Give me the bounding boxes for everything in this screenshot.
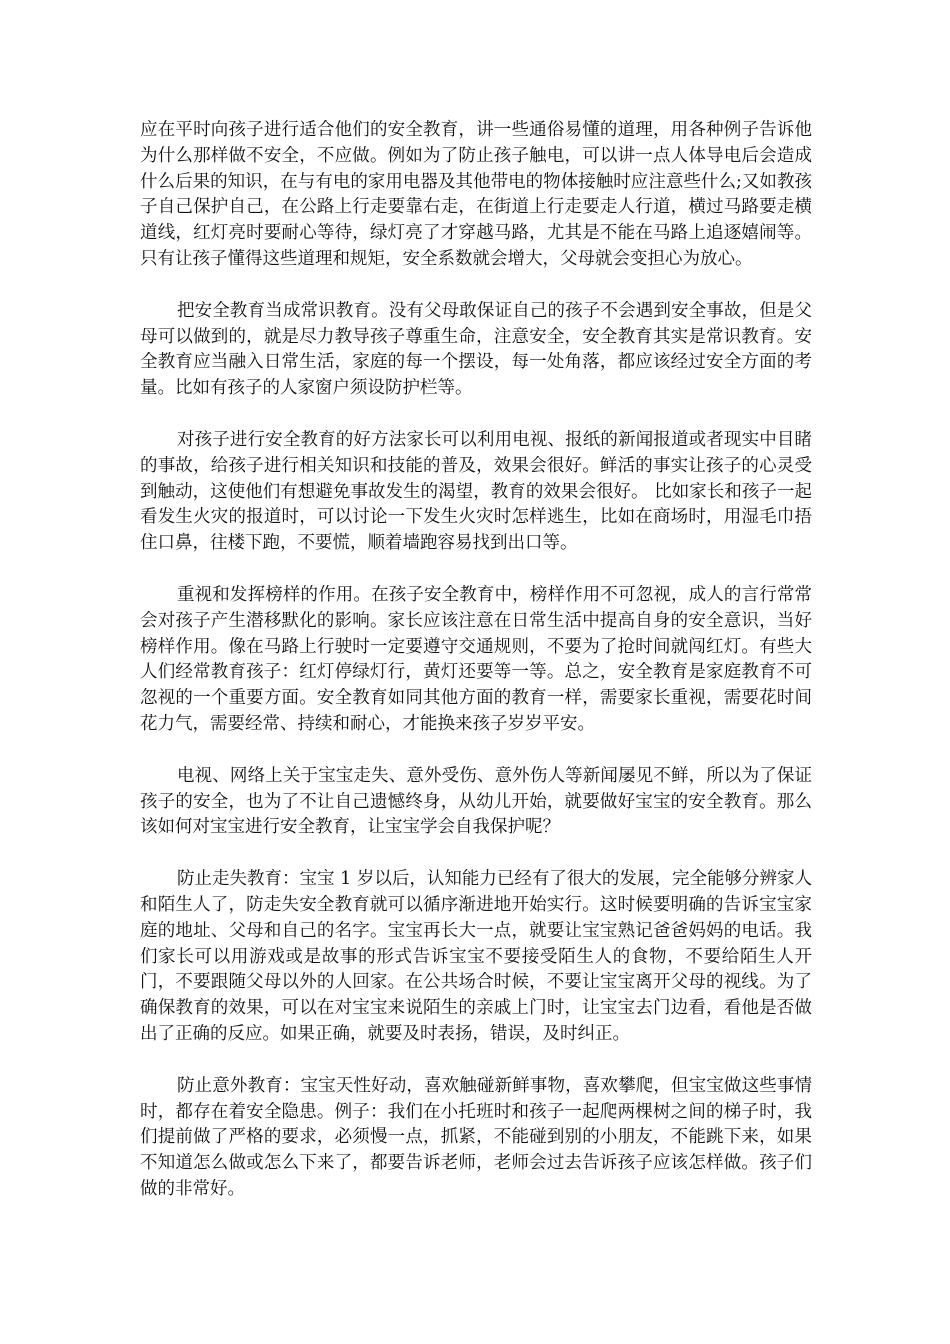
paragraph-4: 重视和发挥榜样的作用。在孩子安全教育中，榜样作用不可忽视，成人的言行常常会对孩子产生潜移默化的影响。家长应该注意在日常生活中提高自身的安全意识，当好榜样作用。像在马路上行驶时一定要遵守交通规则，不要为了抢时间就闯红灯。有些大人们经常教育孩子：红灯停绿灯行，黄灯还要等一等。总之，安全教育是家庭教育不可忽视的一个重要方面。安全教育如同其他方面的教育一样，需要家长重视，需要花时间花力气，需要经常、持续和耐心，才能换来孩子岁岁平安。 (140, 584, 812, 734)
document-body (140, 118, 812, 1229)
paragraph-3: 对孩子进行安全教育的好方法家长可以利用电视、报纸的新闻报道或者现实中目睹的事故，给孩子进行相关知识和技能的普及，效果会很好。鲜活的事实让孩子的心灵受到触动，这使他们有想避免事故发生的渴望，教育的效果会很好。 比如家长和孩子一起看发生火灾的报道时，可以讨论一下发生火灾时怎样逃生，比如在商场时，用湿毛巾捂住口鼻，往楼下跑，不要慌，顺着墙跑容易找到出口等。 (140, 429, 812, 554)
paragraph-2: 把安全教育当成常识教育。没有父母敢保证自己的孩子不会遇到安全事故，但是父母可以做到的，就是尽力教导孩子尊重生命，注意安全，安全教育其实是常识教育。安全教育应当融入日常生活，家庭的每一个摆设，每一处角落，都应该经过安全方面的考量。比如有孩子的人家窗户须设防护栏等。 (140, 300, 812, 399)
paragraph-6: 防止走失教育：宝宝 1 岁以后，认知能力已经有了很大的发展，完全能够分辨家人和陌生人了，防走失安全教育就可以循序渐进地开始实行。这时候要明确的告诉宝宝家庭的地址、父母和自己的名字。宝宝再长大一点，就要让宝宝熟记爸爸妈妈的电话。我们家长可以用游戏或是故事的形式告诉宝宝不要接受陌生人的食物，不要给陌生人开门，不要跟随父母以外的人回家。在公共场合时候，不要让宝宝离开父母的视线。为了确保教育的效果，可以在对宝宝来说陌生的亲戚上门时，让宝宝去门边看，看他是否做出了正确的反应。如果正确，就要及时表扬，错误，及时纠正。 (140, 869, 812, 1044)
paragraph-7: 防止意外教育：宝宝天性好动，喜欢触碰新鲜事物，喜欢攀爬，但宝宝做这些事情时，都存在着安全隐患。例子：我们在小托班时和孩子一起爬两棵树之间的梯子时，我们提前做了严格的要求，必须慢一点，抓紧，不能碰到别的小朋友，不能跳下来，如果不知道怎么做或怎么下来了，都要告诉老师，老师会过去告诉孩子应该怎样做。孩子们做的非常好。 (140, 1075, 812, 1199)
paragraph-1: 应在平时向孩子进行适合他们的安全教育，讲一些通俗易懂的道理，用各种例子告诉他为什么那样做不安全，不应做。例如为了防止孩子触电，可以讲一点人体导电后会造成什么后果的知识，在与有电的家用电器及其他带电的物体接触时应注意些什么;又如教孩子自己保护自己，在公路上行走要靠右走，在街道上行走要走人行道，横过马路要走横道线，红灯亮时要耐心等待，绿灯亮了才穿越马路，尤其是不能在马路上追逐嬉闹等。只有让孩子懂得这些道理和规矩，安全系数就会增大，父母就会变担心为放心。 (140, 120, 812, 269)
paragraph-5: 电视、网络上关于宝宝走失、意外受伤、意外伤人等新闻屡见不鲜，所以为了保证孩子的安全，也为了不让自己遗憾终身，从幼儿开始，就要做好宝宝的安全教育。那么该如何对宝宝进行安全教育，让宝宝学会自我保护呢？ (140, 765, 812, 838)
